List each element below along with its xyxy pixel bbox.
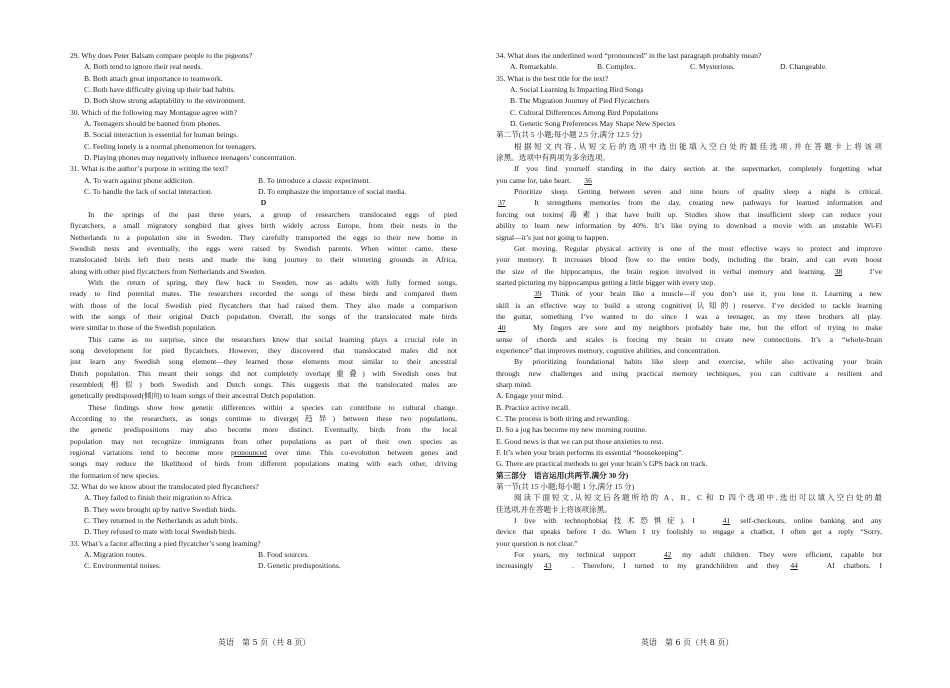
cloze-line-blank-42 bbox=[496, 549, 882, 560]
section-1-title: 第一节(共 15 小题;每小题 1 分,满分 15 分) bbox=[496, 482, 635, 492]
cloze-line-blanks-43-44 bbox=[496, 560, 882, 571]
question-32-stem: 32. What do we know about the translocated pied flycatchers? bbox=[70, 482, 259, 492]
passage-text: It strengthens memories from the day, creating new pathways for learned information and bbox=[526, 198, 882, 208]
page-footer-left: 英语 第 5 页（共 8 页） bbox=[218, 638, 311, 647]
left-column bbox=[70, 50, 457, 572]
q32-option-b: B. They were brought up by native Swedish birds. bbox=[84, 504, 237, 514]
q34-options-row bbox=[496, 61, 882, 72]
passage-line: Netherlands to a population site in Sweden. They carefully transported the eggs to their new home in bbox=[70, 232, 457, 242]
passage-line-blank-36 bbox=[496, 175, 882, 186]
q34-option-b: B. Complex. bbox=[597, 62, 636, 72]
q35-option-b: B. The Migration Journey of Pied Flycatchers bbox=[510, 96, 650, 106]
passage-line: flycatchers, a small migratory songbird that gives birth widely across Europe, from their nests in the bbox=[70, 221, 457, 231]
underlined-word: pronounced bbox=[231, 448, 267, 458]
passage-line: just learn any Swedish song element—they learned those elements most similar to their ancestral bbox=[70, 357, 457, 367]
section-2-instructions: 涂黑。选项中有两项为多余选项。 bbox=[496, 153, 610, 163]
cloze-line-blank-41 bbox=[496, 515, 882, 526]
q31-option-b: B. To introduce a classic experiment. bbox=[258, 175, 371, 185]
passage-line: Prioritize sleep. Getting between seven and nine hours of quality sleep a night is critical. bbox=[514, 187, 882, 197]
q35-option-d: D. Genetic Song Preferences May Shape New Species bbox=[510, 119, 676, 129]
passage-line: With the return of spring, they flew back to Sweden, now as adults with fully formed songs, bbox=[88, 277, 457, 287]
passage-line: started picturing my hippocampus getting a little bigger with every step. bbox=[496, 277, 716, 287]
q35-option-c: C. Cultural Differences Among Bird Populations bbox=[510, 107, 659, 117]
passage-line: sharp mind. bbox=[496, 379, 532, 389]
passage-line: By prioritizing foundational habits like sleep and exercise, while also activating your brain bbox=[514, 357, 882, 367]
passage-line-blank-39 bbox=[496, 288, 882, 299]
question-35-stem: 35. What is the best title for the text? bbox=[496, 73, 609, 83]
passage-line: genetically predisposed(倾向) to learn songs of their ancestral Dutch population. bbox=[70, 391, 316, 401]
blank-40: 40 bbox=[498, 323, 506, 333]
passage-line: Swedish nests and eventually, the eggs were raised by Swedish parents. When winter came, these bbox=[70, 243, 457, 253]
passage-line: If you find yourself standing in the dairy section at the supermarket, completely forgetting what bbox=[514, 164, 882, 174]
passage-line: experience” that improves memory, cognitive abilities, and concentration. bbox=[496, 345, 721, 355]
passage-line: translocated birds left their nests and made the long journey to their wintering grounds in Africa, bbox=[70, 255, 457, 265]
passage-line-blank-38 bbox=[496, 266, 882, 277]
passage-text: I live with technophobia(技术恐惧症). I bbox=[514, 516, 695, 526]
q32-option-c: C. They returned to the Netherlands as adult birds. bbox=[84, 516, 238, 526]
passage-line: resembled(相似) both Swedish and Dutch songs. This suggests that the translocated males are bbox=[70, 379, 457, 389]
option-b: B. Practice active recall. bbox=[496, 402, 570, 412]
section-2-instructions: 根据短文内容,从短文后的选项中选出能填入空白处的最佳选项,并在答题卡上将该项 bbox=[514, 141, 882, 151]
blank-38: 38 bbox=[834, 266, 843, 276]
passage-line-blank-40 bbox=[496, 322, 882, 333]
q34-option-a: A. Remarkable. bbox=[510, 62, 558, 72]
passage-line: your memory. It increases blood flow to the entire body, including the brain, and can even boost bbox=[496, 255, 882, 265]
passage-line: songs may reduce the likelihood of birds from different populations mating with each other, driving bbox=[70, 459, 457, 469]
q29-option-d: D. Both show strong adaptability to the environment. bbox=[84, 96, 246, 106]
q30-option-d: D. Playing phones may negatively influence teenagers’ concentration. bbox=[84, 153, 297, 163]
passage-line: This came as no surprise, since the researchers know that social learning plays a crucial role in bbox=[88, 334, 457, 344]
passage-line: the genetic predispositions may also become more distinct. Eventually, birds from the local bbox=[70, 425, 457, 435]
q31-options-row-1 bbox=[70, 175, 457, 186]
section-1-instructions: 佳选项,并在答题卡上将该项涂黑。 bbox=[496, 504, 612, 514]
question-29-stem: 29. Why does Peter Balsam compare people to the pigeons? bbox=[70, 51, 253, 60]
passage-line: Get moving. Regular physical activity is one of the most effective ways to protect and improve bbox=[514, 243, 882, 253]
passage-text: I’ve bbox=[862, 266, 882, 276]
part-3-title: 第三部分 语言运用(共两节,满分 30 分) bbox=[496, 470, 629, 480]
q32-option-a: A. They failed to finish their migration to Africa. bbox=[84, 493, 233, 503]
passage-line-with-underlined-word bbox=[70, 447, 457, 458]
option-f: F. It’s when your brain performs its essential “housekeeping”. bbox=[496, 448, 684, 458]
q31-option-a: A. To warn against phone addiction. bbox=[84, 175, 195, 185]
option-e: E. Good news is that we can put those anxieties to rest. bbox=[496, 436, 664, 446]
passage-line: ability to learn new information by 40%. It’s like trying to download a movie with an unstable Wi-Fi bbox=[496, 221, 882, 231]
passage-line: through new challenges and using practical memory techniques, you can cultivate a resilient and bbox=[496, 368, 882, 378]
q32-option-d: D. They refused to mate with local Swedish birds. bbox=[84, 527, 237, 537]
passage-line: In the springs of the past three years, a group of researchers translocated eggs of pied bbox=[88, 209, 457, 219]
section-d-heading: D bbox=[260, 198, 267, 208]
question-34-stem: 34. What does the underlined word “pronounced” in the last paragraph probably mean? bbox=[496, 51, 762, 60]
q33-option-b: B. Food sources. bbox=[258, 550, 310, 560]
option-g: G. There are practical methods to get your brain’s GPS back on track. bbox=[496, 459, 708, 469]
passage-line: the formation of new species. bbox=[70, 470, 160, 480]
blank-37: 37 bbox=[498, 198, 506, 208]
q33-option-a: A. Migration routes. bbox=[84, 550, 147, 560]
passage-text: My fingers are sore and my neighbors probably hate me, but the effort of trying to make bbox=[526, 323, 882, 333]
q33-options-row-2 bbox=[70, 560, 457, 571]
blank-36: 36 bbox=[584, 175, 592, 185]
passage-line: song development for pied flycatchers. However, they discovered that translocated males did not bbox=[70, 345, 457, 355]
passage-line-blank-37 bbox=[496, 197, 882, 208]
q29-option-b: B. Both attach great importance to teamwork. bbox=[84, 73, 223, 83]
section-2-title: 第二节(共 5 小题;每小题 2.5 分,满分 12.5 分) bbox=[496, 130, 642, 140]
passage-text: . Therefore, I turned to my grandchildren and they bbox=[571, 561, 780, 571]
passage-line: Dutch population. This meant their songs did not completely overlap(重叠) with Swedish ones but bbox=[70, 368, 457, 378]
passage-text: you came for, take heart. bbox=[496, 175, 572, 185]
q30-option-b: B. Social interaction is essential for human beings. bbox=[84, 130, 239, 140]
passage-line: along with other pied flycatchers from Netherlands and Sweden. bbox=[70, 266, 266, 276]
passage-text: self-checkouts, online banking and any bbox=[732, 516, 882, 526]
q34-option-d: D. Changeable. bbox=[780, 62, 828, 72]
q33-option-c: C. Environmental noises. bbox=[84, 561, 161, 571]
q35-option-a: A. Social Learning Is Impacting Bird Songs bbox=[510, 85, 644, 95]
passage-text: For years, my technical support bbox=[514, 550, 636, 560]
passage-line: ready to find potential mates. The researchers recorded the songs of these birds and compared them bbox=[70, 289, 457, 299]
q33-option-d: D. Genetic predispositions. bbox=[258, 561, 341, 571]
passage-line: the guitar, something I’ve wanted to do since I was a teenager, as my three brothers all play. bbox=[496, 311, 882, 321]
q30-option-a: A. Teenagers should be banned from phones. bbox=[84, 119, 221, 129]
blank-41: 41 bbox=[722, 516, 731, 526]
passage-line: population may not recognize immigrants from other populations as part of their own species as bbox=[70, 436, 457, 446]
passage-line: sense of chords and scales is forcing my brain to create new connections. It’s a “whole-brain bbox=[496, 334, 882, 344]
question-33-stem: 33. What’s a factor affecting a pied flycatcher’s song learning? bbox=[70, 538, 261, 548]
question-31-stem: 31. What is the author’s purpose in writing the text? bbox=[70, 164, 228, 174]
passage-line: skill is an effective way to build a strong cognitive(认知的) reserve. I’ve decided to tackle learning bbox=[496, 300, 882, 310]
blank-42: 42 bbox=[663, 550, 672, 560]
passage-text: over time. This co-evolution between genes and bbox=[266, 448, 457, 458]
q34-option-c: C. Mysterious. bbox=[690, 62, 735, 72]
passage-text: my adult children. They were efficient, capable but bbox=[673, 550, 882, 560]
right-column bbox=[496, 50, 882, 572]
cloze-line: device that speaks before I do. When I try foolishly to engage a chatbot, I often get a reply “Sorry, bbox=[496, 527, 882, 537]
option-d: D. So a jog has become my new morning routine. bbox=[496, 425, 647, 435]
option-c: C. The process is both tiring and rewarding. bbox=[496, 414, 630, 423]
q29-option-a: A. Both tend to ignore their real needs. bbox=[84, 62, 203, 72]
blank-43: 43 bbox=[543, 561, 552, 571]
q33-options-row-1 bbox=[70, 549, 457, 560]
passage-line: These findings show how genetic differences within a species can contribute to cultural change. bbox=[88, 402, 457, 412]
passage-line: forcing out toxins(毒素) that have built up. Studies show that insufficient sleep can reduce your bbox=[496, 209, 882, 219]
q31-option-c: C. To handle the lack of social interaction. bbox=[84, 187, 213, 197]
passage-line: According to the researchers, as songs continue to diverge(趋异) between these two populations, bbox=[70, 414, 457, 423]
blank-39: 39 bbox=[534, 289, 542, 299]
section-1-instructions: 阅读下面短文,从短文后各题所给的 A、B、C 和 D 四个选项中,选出可以填入空白处的最 bbox=[514, 493, 882, 503]
q29-option-c: C. Both have difficulty giving up their bad habits. bbox=[84, 85, 236, 95]
q31-options-row-2 bbox=[70, 186, 457, 197]
passage-line: with the songs of their original Dutch population. Overall, the songs of the translocated male birds bbox=[70, 311, 457, 321]
passage-text: increasingly bbox=[496, 561, 534, 571]
q31-option-d: D. To emphasize the importance of social media. bbox=[258, 187, 407, 197]
passage-text: regional variations tend to become more bbox=[70, 448, 223, 458]
passage-line: signal—it’s just not going to happen. bbox=[496, 232, 609, 242]
passage-text: Think of your brain like a muscle—if you don’t use it, you lose it. Learning a new bbox=[544, 289, 882, 299]
passage-line: with those of the local Swedish pied flycatchers that had raised them. They also made a comparison bbox=[70, 300, 457, 310]
page-footer-right: 英语 第 6 页（共 8 页） bbox=[641, 638, 734, 647]
passage-text: AI chatbots. I bbox=[818, 561, 882, 571]
blank-44: 44 bbox=[790, 561, 798, 571]
cloze-line: your question is not clear.” bbox=[496, 538, 578, 548]
passage-text: the size of the hippocampus, the brain region involved in verbal memory and learning. bbox=[496, 266, 826, 276]
q30-option-c: C. Feeling lonely is a normal phenomenon for teenagers. bbox=[84, 141, 257, 151]
option-a: A. Engage your mind. bbox=[496, 391, 564, 401]
question-30-stem: 30. Which of the following may Montague agree with? bbox=[70, 107, 238, 117]
passage-line: were similar to those of the Swedish population. bbox=[70, 323, 217, 333]
